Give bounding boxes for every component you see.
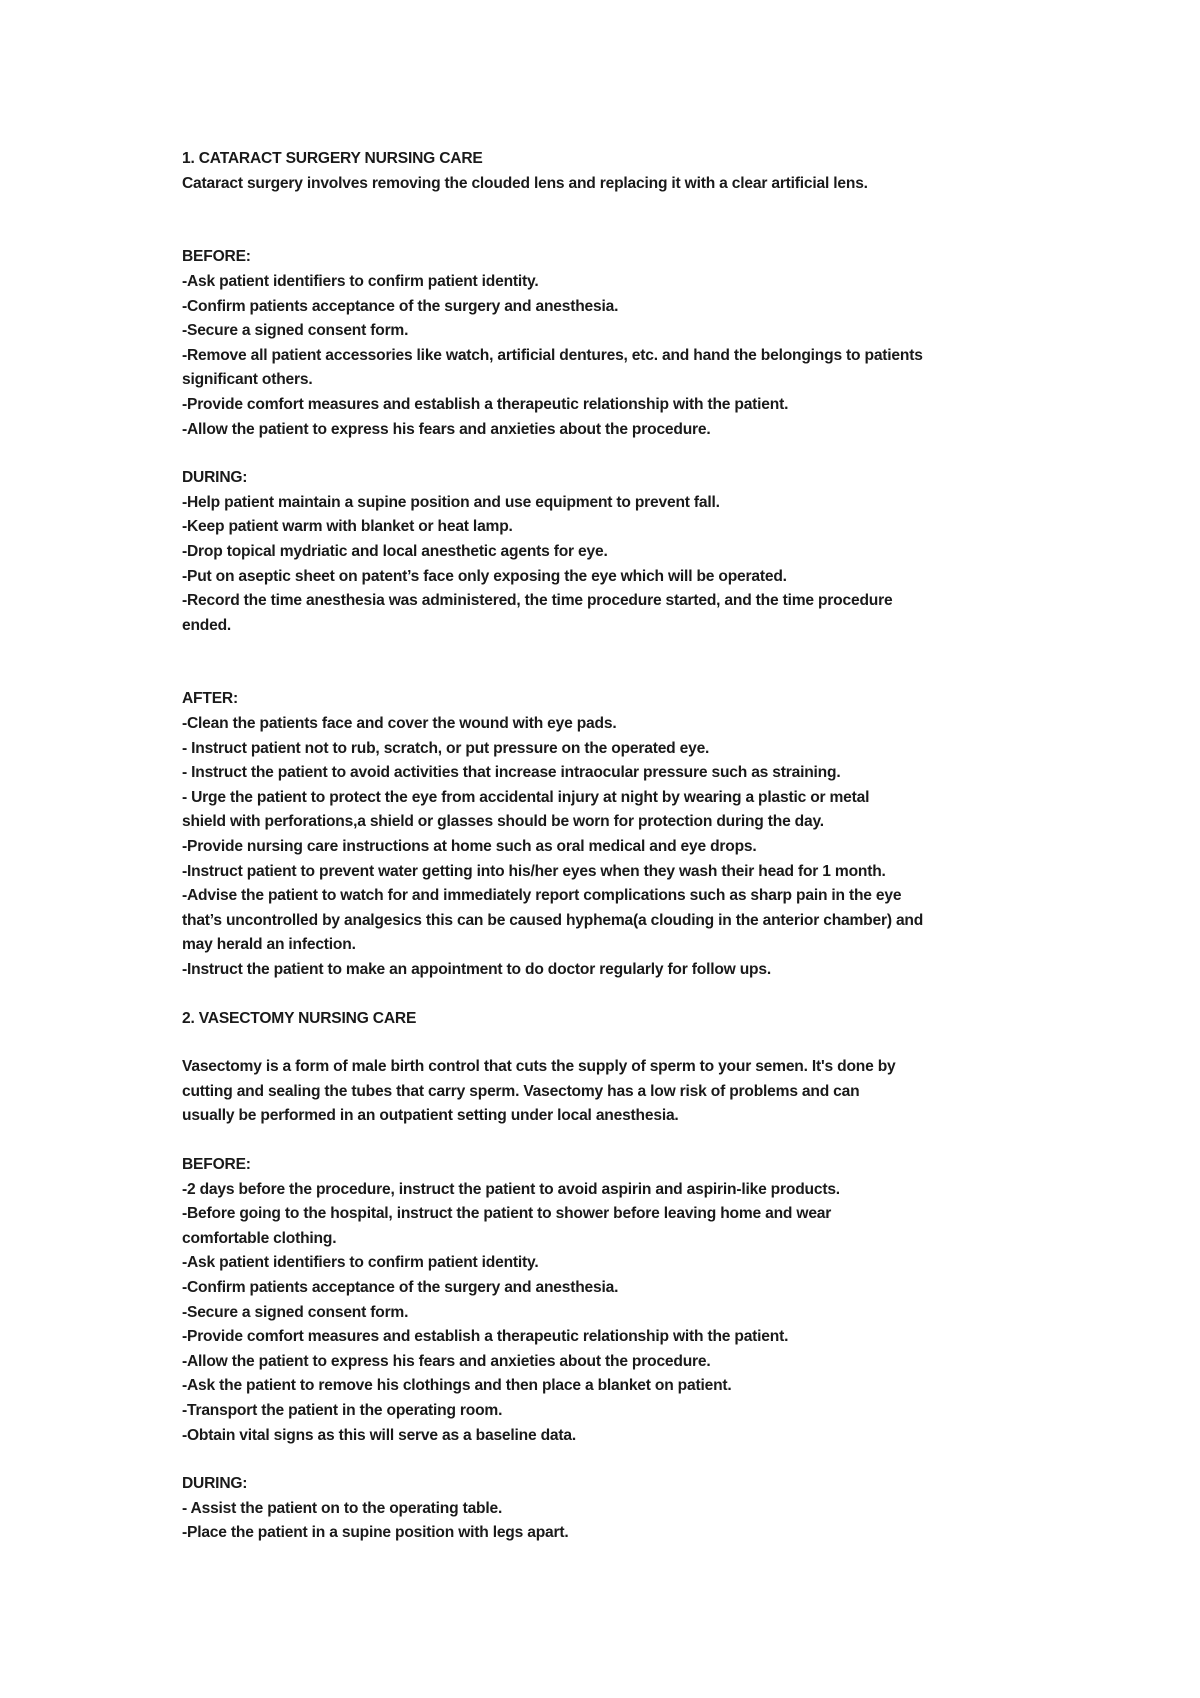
list-item: -Drop topical mydriatic and local anesthetic agents for eye. (182, 542, 608, 560)
list-item: -Put on aseptic sheet on patent’s face only exposing the eye which will be operated. (182, 567, 787, 585)
list-item: ended. (182, 616, 232, 634)
list-item: -Keep patient warm with blanket or heat lamp. (182, 518, 513, 536)
list-item: -Place the patient in a supine position with legs apart. (182, 1524, 569, 1542)
list-item: - Instruct patient not to rub, scratch, or put pressure on the operated eye. (182, 739, 710, 757)
section2-intro-line: cutting and sealing the tubes that carry sperm. Vasectomy has a low risk of problems and can (182, 1082, 860, 1100)
list-item: significant others. (182, 371, 313, 389)
list-item: -Instruct the patient to make an appointment to do doctor regularly for follow ups. (182, 961, 771, 978)
list-item: that’s uncontrolled by analgesics this can be caused hyphema(a clouding in the anterior chamber) and (182, 911, 924, 929)
list-item: may herald an infection. (182, 936, 356, 954)
section1-during-label: DURING: (182, 469, 248, 487)
list-item: -Ask patient identifiers to confirm patient identity. (182, 1254, 539, 1272)
list-item: shield with perforations,a shield or glasses should be worn for protection during the day. (182, 813, 824, 831)
list-item: -Secure a signed consent form. (182, 322, 409, 340)
list-item: -Ask the patient to remove his clothings and then place a blanket on patient. (182, 1377, 732, 1395)
list-item: - Urge the patient to protect the eye from accidental injury at night by wearing a plastic or metal (182, 788, 870, 806)
list-item: comfortable clothing. (182, 1229, 337, 1247)
section1-heading: 1. CATARACT SURGERY NURSING CARE (182, 150, 483, 167)
section2-intro-line: usually be performed in an outpatient setting under local anesthesia. (182, 1107, 679, 1125)
list-item: -Transport the patient in the operating room. (182, 1401, 503, 1419)
list-item: -Allow the patient to express his fears and anxieties about the procedure. (182, 1352, 711, 1370)
list-item: -Provide comfort measures and establish a therapeutic relationship with the patient. (182, 395, 789, 413)
section1-after-label: AFTER: (182, 690, 238, 708)
list-item: -2 days before the procedure, instruct the patient to avoid aspirin and aspirin-like products. (182, 1180, 840, 1198)
list-item: -Advise the patient to watch for and immediately report complications such as sharp pain in the eye (182, 887, 902, 905)
list-item: -Provide nursing care instructions at home such as oral medical and eye drops. (182, 838, 757, 856)
section2-intro-line: Vasectomy is a form of male birth control that cuts the supply of sperm to your semen. It's done by (182, 1058, 896, 1076)
list-item: -Help patient maintain a supine position and use equipment to prevent fall. (182, 493, 720, 511)
list-item: -Ask patient identifiers to confirm patient identity. (182, 272, 539, 290)
list-item: -Confirm patients acceptance of the surgery and anesthesia. (182, 1278, 619, 1296)
list-item: -Clean the patients face and cover the wound with eye pads. (182, 715, 617, 733)
list-item: -Instruct patient to prevent water getting into his/her eyes when they wash their head for 1 month. (182, 862, 886, 880)
list-item: -Allow the patient to express his fears and anxieties about the procedure. (182, 420, 711, 438)
section2-during-label: DURING: (182, 1475, 248, 1493)
list-item: - Assist the patient on to the operating table. (182, 1499, 503, 1517)
list-item: -Confirm patients acceptance of the surgery and anesthesia. (182, 297, 619, 315)
section1-before-label: BEFORE: (182, 248, 251, 266)
list-item: - Instruct the patient to avoid activities that increase intraocular pressure such as straining. (182, 764, 841, 782)
section2-before-label: BEFORE: (182, 1155, 251, 1173)
list-item: -Remove all patient accessories like watch, artificial dentures, etc. and hand the belongings to patients (182, 346, 923, 364)
document-body (182, 147, 1042, 1546)
list-item: -Before going to the hospital, instruct the patient to shower before leaving home and wear (182, 1205, 832, 1223)
list-item: -Provide comfort measures and establish a therapeutic relationship with the patient. (182, 1328, 789, 1346)
list-item: -Record the time anesthesia was administered, the time procedure started, and the time procedure (182, 592, 893, 610)
section1-intro: Cataract surgery involves removing the clouded lens and replacing it with a clear artificial lens. (182, 174, 868, 192)
list-item: -Obtain vital signs as this will serve as a baseline data. (182, 1426, 576, 1444)
list-item: -Secure a signed consent form. (182, 1303, 409, 1321)
section2-heading: 2. VASECTOMY NURSING CARE (182, 1009, 417, 1027)
